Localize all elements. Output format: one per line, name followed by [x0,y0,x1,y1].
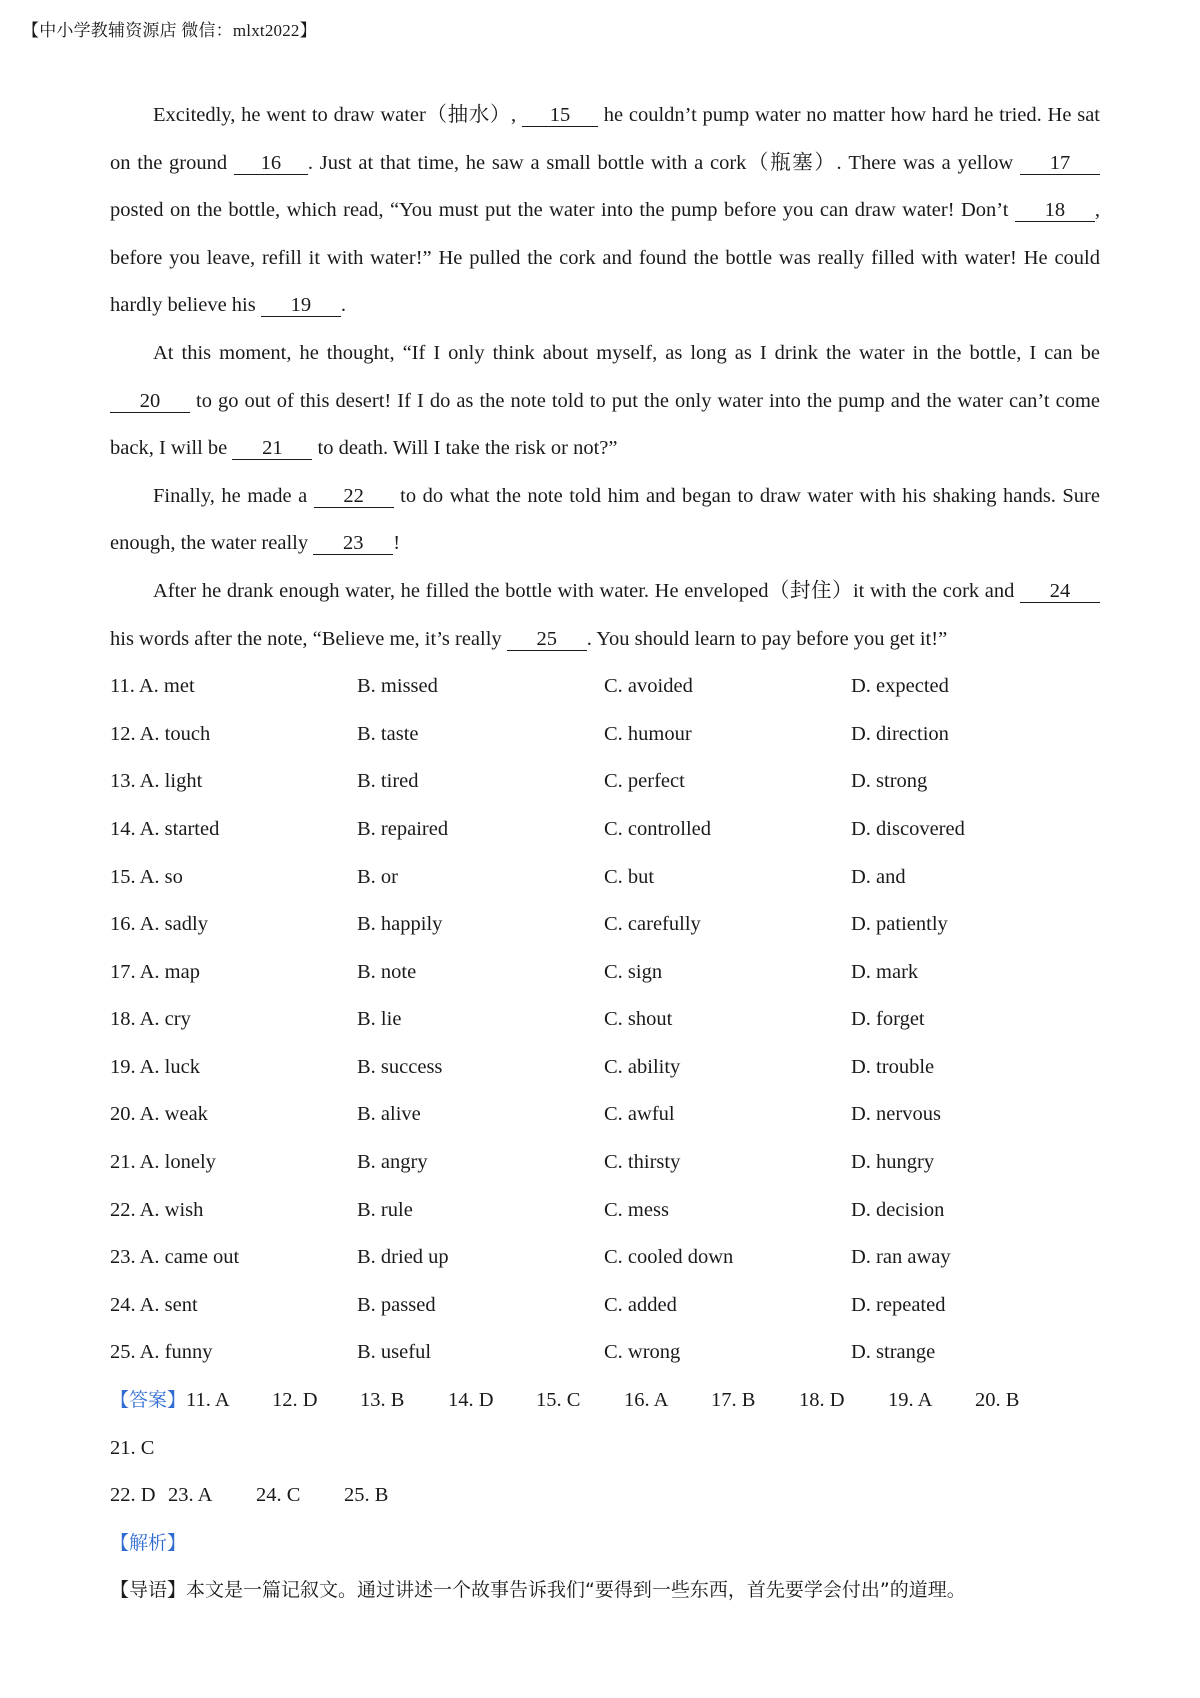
paragraph-2 [110,330,1100,473]
option-d: D. repeated [851,1293,946,1316]
answer-item: 11. A [186,1389,230,1412]
option-a: 21. A. lonely [110,1151,216,1174]
answer-item: 21. C [110,1436,155,1459]
guide-label: 【导语】 [110,1579,187,1602]
answer-section-continued [110,1472,1100,1520]
text: . [340,294,346,317]
option-b: B. passed [357,1293,436,1316]
option-b: B. taste [357,722,419,745]
text: to go out of this desert! If I do as the note told to put the only water into the pump and the water can’t come back, I will be [110,389,1100,460]
option-c: C. mess [604,1198,669,1221]
option-b: B. rule [357,1198,413,1221]
option-c: C. avoided [604,675,693,698]
option-d: D. nervous [851,1103,941,1126]
document-body [110,92,1100,1615]
option-a: 18. A. cry [110,1008,191,1031]
option-d: D. decision [851,1198,945,1221]
option-d: D. and [851,865,906,888]
answer-item: 23. A [168,1484,213,1507]
answer-item: 25. B [344,1484,389,1507]
option-a: 23. A. came out [110,1246,240,1269]
option-b: B. note [357,960,417,983]
option-a: 16. A. sadly [110,913,208,936]
option-d: D. strange [851,1341,936,1364]
options-list [110,663,1100,1377]
option-row [110,1329,1100,1377]
option-c: C. cooled down [604,1246,734,1269]
watermark: 【中小学教辅资源店 微信：mlxt2022】 [22,21,317,40]
option-a: 24. A. sent [110,1293,198,1316]
option-a: 14. A. started [110,817,220,840]
answer-item: 12. D [272,1389,318,1412]
answer-item: 24. C [256,1484,301,1507]
option-row [110,711,1100,759]
text: . Just at that time, he saw a small bottle with a cork（瓶塞）. There was a yellow [307,151,1020,174]
option-c: C. but [604,865,655,888]
paragraph-4 [110,568,1100,663]
option-c: C. perfect [604,770,685,793]
text: to death. Will I take the risk or not?” [312,437,618,460]
answer-item: 15. C [536,1389,581,1412]
option-row [110,1044,1100,1092]
option-b: B. happily [357,913,443,936]
blank-25: 25 [507,628,587,651]
blank-16: 16 [234,152,308,175]
option-row [110,1091,1100,1139]
option-b: B. success [357,1055,443,1078]
text: , before you leave, refill it with water!” He pulled the cork and found the bottle was really filled with water! He could hardly believe his [110,199,1100,317]
option-c: C. wrong [604,1341,681,1364]
text: he couldn’t pump water no matter how hard he tried. He sat on the ground [110,104,1100,174]
text: . You should learn to pay before you get it!” [586,627,948,650]
option-b: B. useful [357,1341,432,1364]
option-row [110,1139,1100,1187]
option-row [110,854,1100,902]
paragraph-3 [110,473,1100,568]
answer-label: 【答案】 [110,1389,187,1412]
option-c: C. awful [604,1103,675,1126]
option-a: 15. A. so [110,865,183,888]
text: At this moment, he thought, “If I only think about myself, as long as I drink the water in the bottle, I can be [153,341,1100,364]
blank-23: 23 [313,532,393,555]
answer-item: 22. D [110,1484,156,1507]
option-d: D. ran away [851,1246,951,1269]
option-row [110,996,1100,1044]
answer-item: 19. A [888,1389,933,1412]
option-d: D. mark [851,960,919,983]
option-a: 12. A. touch [110,722,211,745]
answer-item: 13. B [360,1389,405,1412]
blank-19: 19 [261,294,341,317]
option-a: 17. A. map [110,960,200,983]
answer-item: 17. B [711,1389,756,1412]
blank-18: 18 [1015,199,1095,222]
option-c: C. thirsty [604,1151,681,1174]
option-c: C. ability [604,1055,681,1078]
option-d: D. direction [851,722,949,745]
option-c: C. added [604,1293,677,1316]
blank-21: 21 [232,437,312,460]
answer-item: 18. D [799,1389,845,1412]
option-row [110,663,1100,711]
option-b: B. angry [357,1151,428,1174]
text: posted on the bottle, which read, “You must put the water into the pump before you can draw water! Don’t [110,199,1015,222]
text: ! [393,532,401,555]
paragraph-1 [110,92,1100,330]
text: Excitedly, he went to draw water（抽水）, [153,104,522,126]
text: to do what the note told him and began to draw water with his shaking hands. Sure enough, the water really [110,484,1100,555]
blank-20: 20 [110,390,190,413]
option-row [110,806,1100,854]
text: Finally, he made a [153,484,314,507]
blank-17: 17 [1020,152,1100,175]
option-row [110,1187,1100,1235]
option-a: 20. A. weak [110,1103,208,1126]
option-row [110,1282,1100,1330]
guide-section [110,1567,1100,1615]
option-a: 25. A. funny [110,1341,213,1364]
option-c: C. sign [604,960,663,983]
option-a: 22. A. wish [110,1198,204,1221]
analysis-label: 【解析】 [110,1531,187,1554]
text: After he drank enough water, he filled the bottle with water. He enveloped（封住）it with the cork and [153,579,1020,602]
option-b: B. repaired [357,817,449,840]
option-b: B. lie [357,1008,402,1031]
option-row [110,901,1100,949]
option-row [110,758,1100,806]
option-b: B. missed [357,675,438,698]
analysis-section [110,1520,1100,1568]
option-d: D. trouble [851,1055,935,1078]
option-c: C. humour [604,722,692,745]
answer-item: 20. B [975,1389,1020,1412]
blank-24: 24 [1020,580,1100,603]
option-d: D. discovered [851,817,965,840]
blank-15: 15 [522,104,598,127]
answer-item: 16. A [624,1389,669,1412]
option-a: 19. A. luck [110,1055,200,1078]
option-d: D. hungry [851,1151,935,1174]
option-d: D. forget [851,1008,925,1031]
guide-text: 本文是一篇记叙文。通过讲述一个故事告诉我们“要得到一些东西，首先要学会付出”的道理。 [186,1579,966,1602]
blank-22: 22 [314,485,394,508]
option-d: D. expected [851,675,949,698]
option-a: 11. A. met [110,675,195,698]
option-c: C. controlled [604,817,712,840]
text: his words after the note, “Believe me, it’s really [110,627,507,650]
option-d: D. patiently [851,913,948,936]
option-d: D. strong [851,770,928,793]
option-b: B. or [357,865,398,888]
option-b: B. dried up [357,1246,449,1269]
answer-item: 14. D [448,1389,494,1412]
option-c: C. carefully [604,913,701,936]
answer-section [110,1377,1100,1472]
option-row [110,1234,1100,1282]
option-b: B. alive [357,1103,421,1126]
option-row [110,949,1100,997]
option-a: 13. A. light [110,770,203,793]
option-b: B. tired [357,770,419,793]
option-c: C. shout [604,1008,673,1031]
